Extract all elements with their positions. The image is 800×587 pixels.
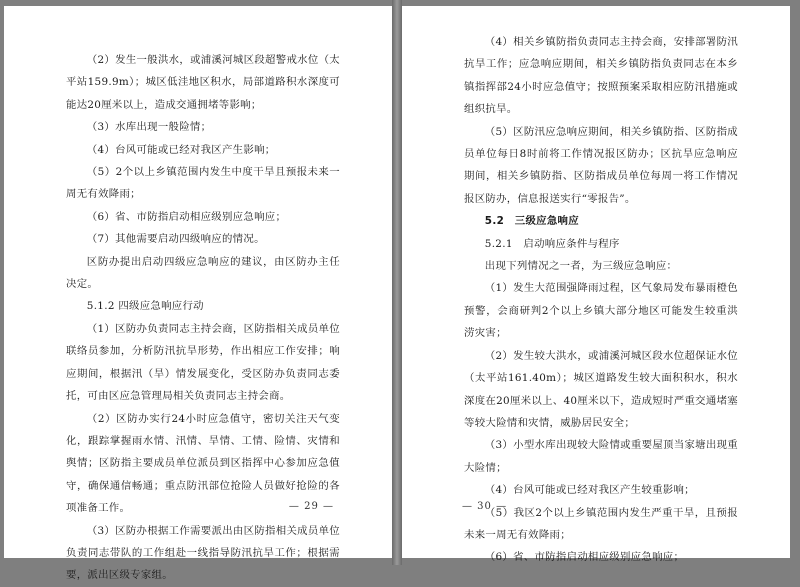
subsection-heading: 5.2.1 启动响应条件与程序 (484, 237, 620, 250)
paragraph: （5）区防汛应急响应期间，相关乡镇防指、区防指成员单位每日8时前将工作情况报区防办；区抗旱应急响应期间，相关乡镇防指、区防指成员单位每周一将工作情况报区防办，信息报送实行“零报告”。 (464, 125, 738, 205)
page-number: — 29 — (288, 501, 334, 512)
paragraph: （3）区防办根据工作需要派出由区防指相关成员单位负责同志带队的工作组赴一线指导防汛抗旱工作；根据需要，派出区级专家组。 (66, 524, 340, 582)
paragraph: （2）区防办实行24小时应急值守，密切关注天气变化，跟踪掌握雨水情、汛情、旱情、工情、险情、灾情和舆情；区防指主要成员单位派员到区指挥中心参加应急值守，确保通信畅通；重点防汛部位抢险人员做好抢险的各项准备工作。 (66, 412, 340, 515)
right-page-content (464, 31, 738, 569)
page-number: — 30 — (462, 501, 508, 512)
right-page (402, 6, 790, 564)
left-page (4, 6, 392, 582)
paragraph: （3）小型水库出现较大险情或重要屋顶当家塘出现重大险情； (464, 439, 738, 474)
paragraph: （3）水库出现一般险情； (86, 121, 212, 134)
paragraph: （5）2个以上乡镇范围内发生中度干旱且预报未来一周无有效降雨； (66, 166, 340, 201)
paragraph: （6）省、市防指启动相应级别应急响应； (484, 551, 685, 564)
section-heading: 5.2 三级应急响应 (484, 215, 579, 228)
paragraph: （4）相关乡镇防指负责同志主持会商，安排部署防汛抗旱工作；应急响应期间，相关乡镇防指负责同志在本乡镇指挥部24小时应急值守；按照预案采取相应防汛措施或组织抗旱。 (464, 36, 738, 116)
paragraph: （2）发生较大洪水，或浦溪河城区段水位超保证水位（太平站161.40m）；城区道路发生较大面积积水，积水深度在20厘米以上、40厘米以下，造成短时严重交通堵塞等较大险情和灾情，威胁居民安全； (464, 349, 738, 429)
book-gutter (392, 0, 402, 565)
paragraph: （4）台风可能或已经对我区产生影响； (86, 143, 276, 156)
paragraph: （1）区防办负责同志主持会商，区防指相关成员单位联络员参加，分析防汛抗旱形势，作出相应工作安排；响应期间，根据汛（旱）情发展变化，受区防办负责同志委托，可由区应急管理局相关负责同志主持会商。 (66, 322, 340, 403)
paragraph: （1）发生大范围强降雨过程，区气象局发布暴雨橙色预警，会商研判2个以上乡镇大部分地区可能发生较重洪涝灾害； (464, 282, 738, 340)
paragraph: （4）台风可能或已经对我区产生较重影响； (484, 484, 695, 497)
paragraph: 区防办提出启动四级应急响应的建议，由区防办主任决定。 (66, 255, 340, 291)
paragraph: （2）发生一般洪水，或浦溪河城区段超警戒水位（太平站159.9m）；城区低洼地区积水，局部道路积水深度可能达20厘米以上，造成交通拥堵等影响； (66, 54, 340, 111)
paragraph: （5）我区2个以上乡镇范围内发生严重干旱，且预报未来一周无有效降雨； (464, 506, 738, 541)
section-heading: 5.1.2 四级应急响应行动 (86, 300, 204, 313)
paragraph: 出现下列情况之一者，为三级应急响应： (484, 260, 678, 273)
paragraph: （7）其他需要启动四级响应的情况。 (86, 233, 265, 246)
paragraph: （6）省、市防指启动相应级别应急响应； (86, 210, 287, 223)
